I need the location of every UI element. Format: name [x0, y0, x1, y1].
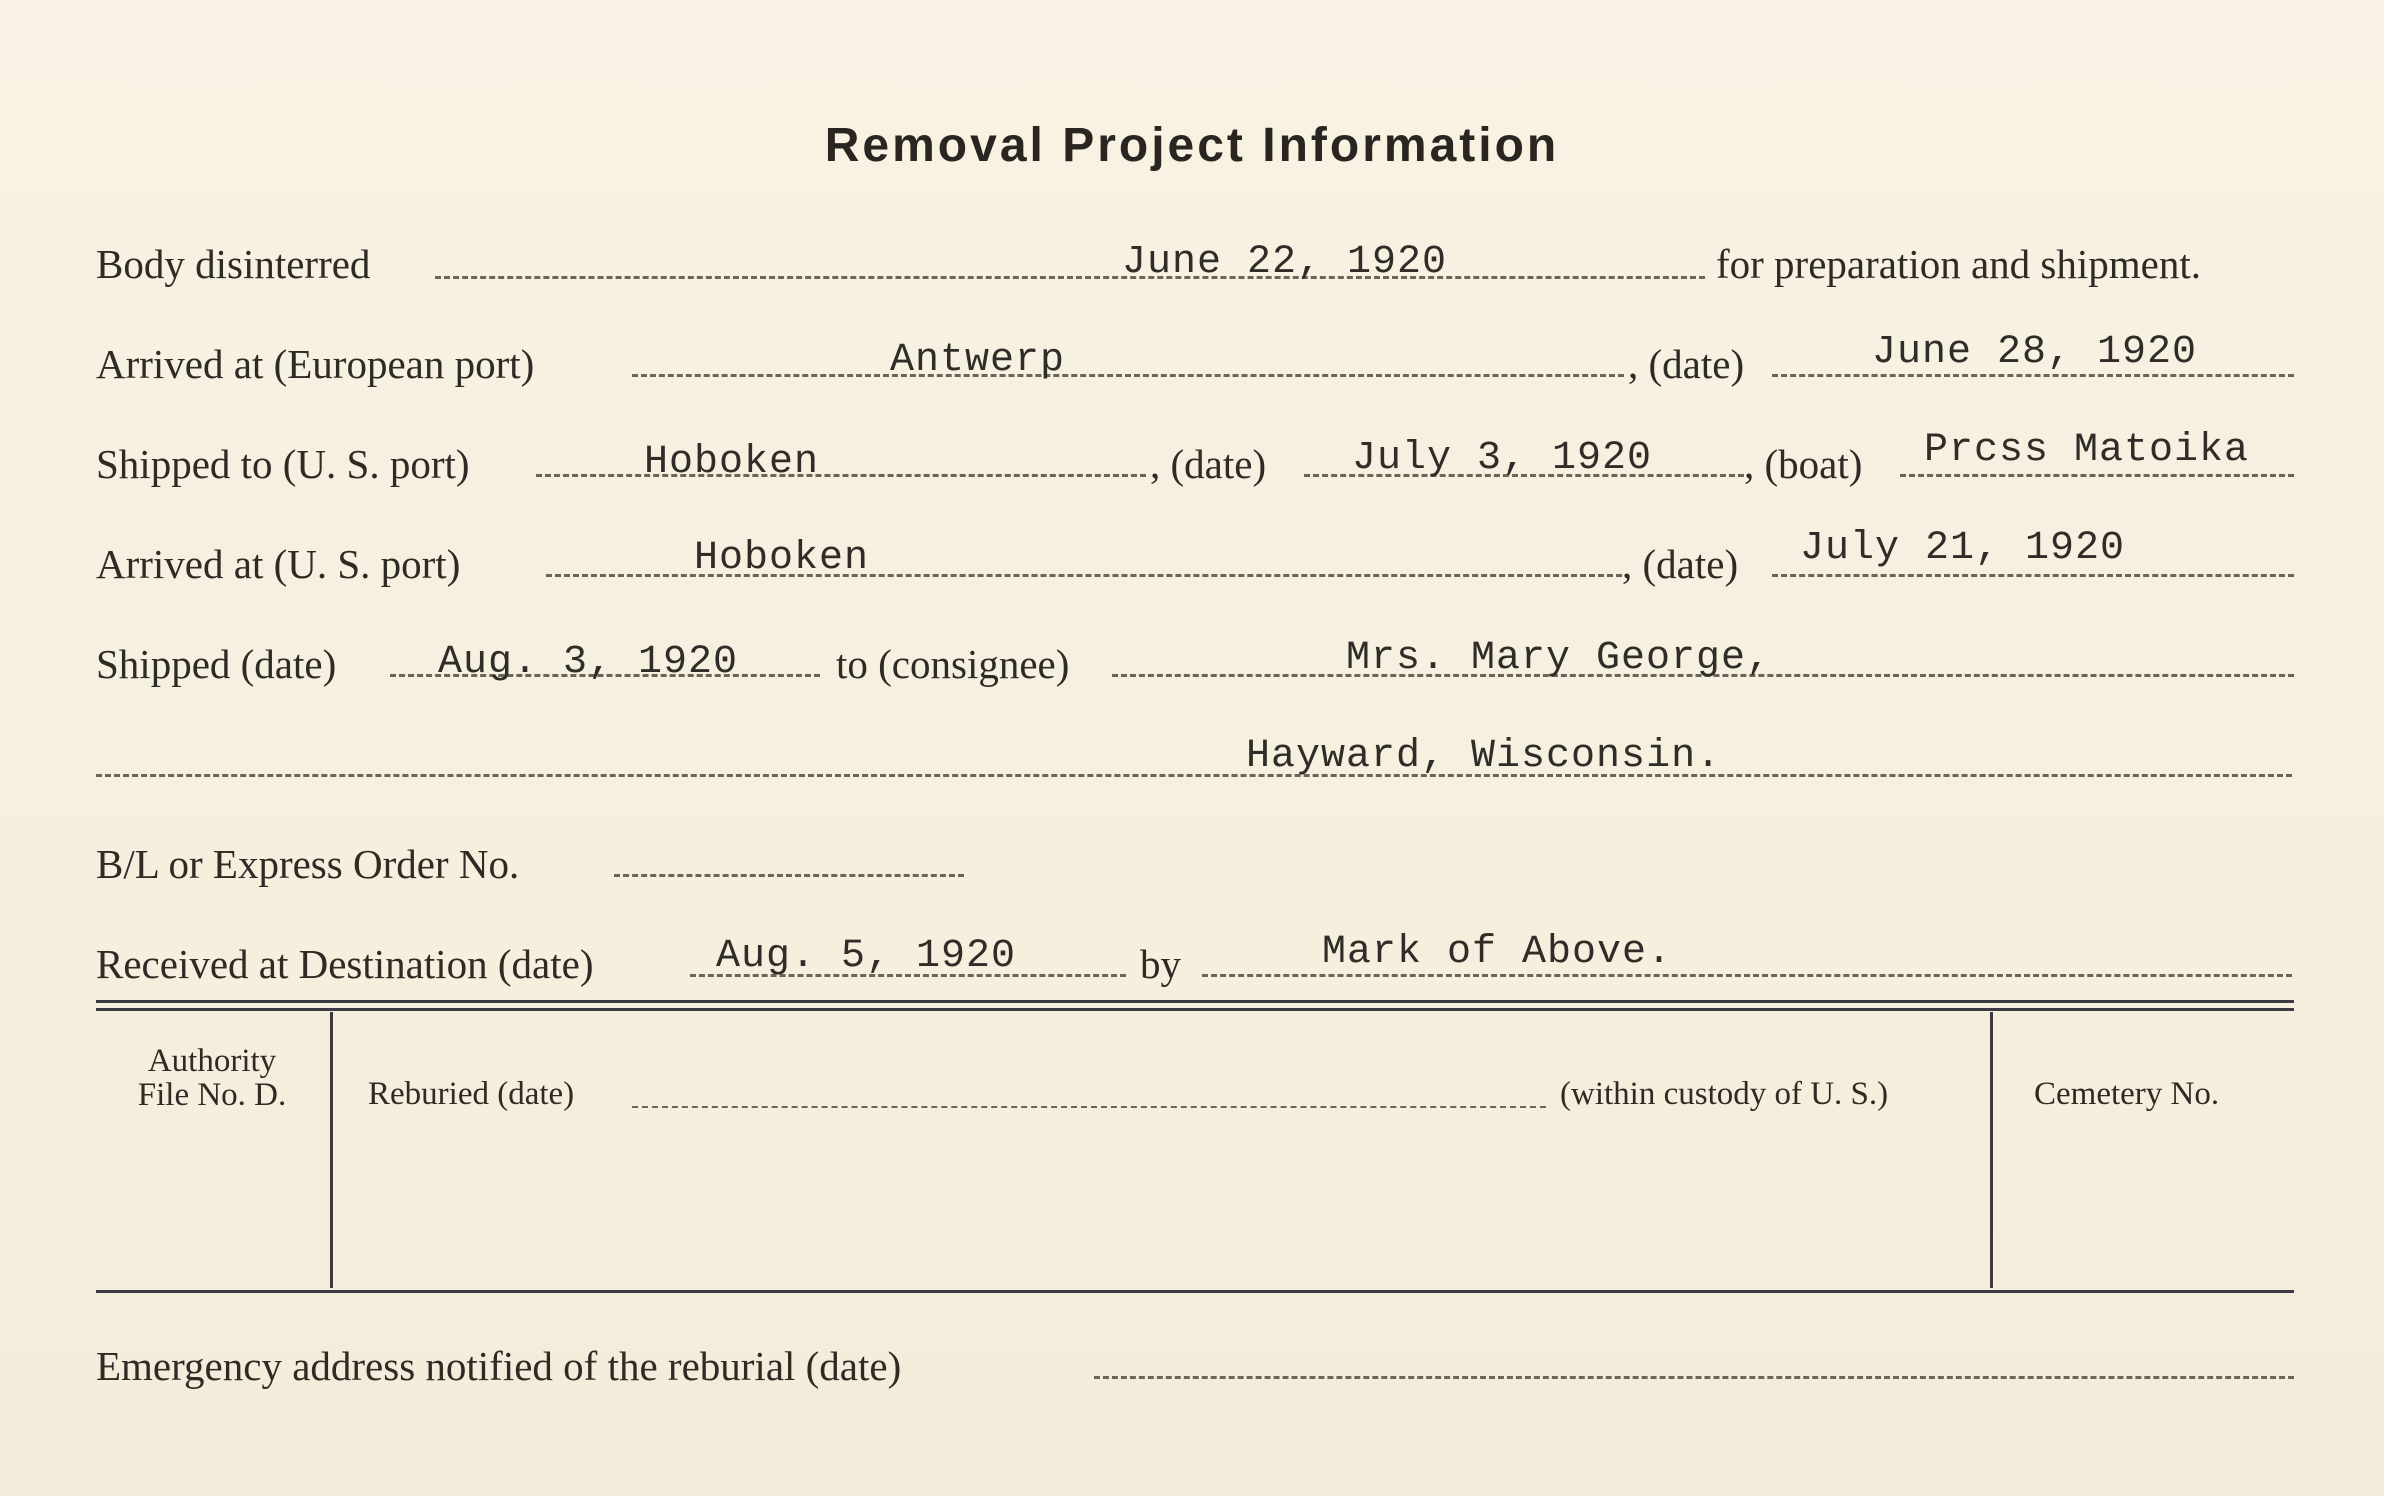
- arrived-eu-label: Arrived at (European port): [96, 341, 535, 387]
- emergency-label: Emergency address notified of the reburial (date): [96, 1343, 902, 1389]
- received-by-value: Mark of Above.: [1322, 930, 1673, 975]
- shipped-us-date-label: , (date): [1150, 441, 1267, 487]
- arrived-eu-date-value: June 28, 1920: [1872, 330, 2198, 375]
- consignee-address-value: Hayward, Wisconsin.: [1246, 734, 1722, 779]
- bl-order-label: B/L or Express Order No.: [96, 841, 520, 887]
- custody-label: (within custody of U. S.): [1560, 1076, 1889, 1112]
- arrived-us-label: Arrived at (U. S. port): [96, 541, 461, 587]
- arrived-us-date-dotted-line: [1772, 574, 2294, 577]
- arrived-us-date-value: July 21, 1920: [1800, 526, 2126, 571]
- received-label: Received at Destination (date): [96, 941, 594, 987]
- cemetery-label: Cemetery No.: [2034, 1076, 2220, 1112]
- form-title: Removal Project Information: [824, 119, 1560, 172]
- shipped-us-boat-dotted-line: [1900, 474, 2294, 477]
- received-date-value: Aug. 5, 1920: [716, 934, 1017, 979]
- boat-name-value: Prcss Matoika: [1924, 428, 2250, 473]
- reburied-dotted-line: [632, 1106, 1546, 1108]
- consignee-label: to (consignee): [836, 641, 1070, 687]
- shipped-us-port-value: Hoboken: [644, 440, 820, 485]
- arrived-us-port-value: Hoboken: [694, 536, 870, 581]
- disinterred-dotted-line: [435, 276, 1705, 279]
- shipped-date-value: Aug. 3, 1920: [438, 640, 739, 685]
- table-bottom-rule: [96, 1290, 2294, 1293]
- consignee-name-value: Mrs. Mary George,: [1346, 636, 1772, 681]
- bl-order-dotted-line: [614, 874, 964, 877]
- reburied-label: Reburied (date): [368, 1076, 575, 1112]
- authority-column-divider: [330, 1012, 333, 1288]
- arrived-us-date-label: , (date): [1622, 541, 1739, 587]
- shipped-date-label: Shipped (date): [96, 641, 337, 687]
- shipped-us-label: Shipped to (U. S. port): [96, 441, 470, 487]
- disinterred-suffix: for preparation and shipment.: [1716, 241, 2202, 287]
- emergency-dotted-line: [1094, 1376, 2294, 1379]
- arrived-eu-port-value: Antwerp: [890, 338, 1066, 383]
- shipped-us-boat-label: , (boat): [1744, 441, 1863, 487]
- double-rule-top: [96, 1000, 2294, 1003]
- shipped-us-date-value: July 3, 1920: [1352, 436, 1653, 481]
- authority-file-label: [96, 1044, 328, 1112]
- consignee-address-dotted-line: [96, 774, 2292, 777]
- disinterred-label: Body disinterred: [96, 241, 371, 287]
- shipped-us-dotted-line: [536, 474, 1146, 477]
- arrived-eu-date-label: , (date): [1628, 341, 1745, 387]
- disinterred-value: June 22, 1920: [1122, 240, 1448, 285]
- authority-label-line1: Authority: [147, 1043, 277, 1079]
- cemetery-column-divider: [1990, 1012, 1993, 1288]
- authority-label-line2: File No. D.: [137, 1077, 287, 1113]
- received-by-label: by: [1140, 941, 1181, 987]
- double-rule-bottom: [96, 1008, 2294, 1011]
- arrived-eu-dotted-line: [632, 374, 1624, 377]
